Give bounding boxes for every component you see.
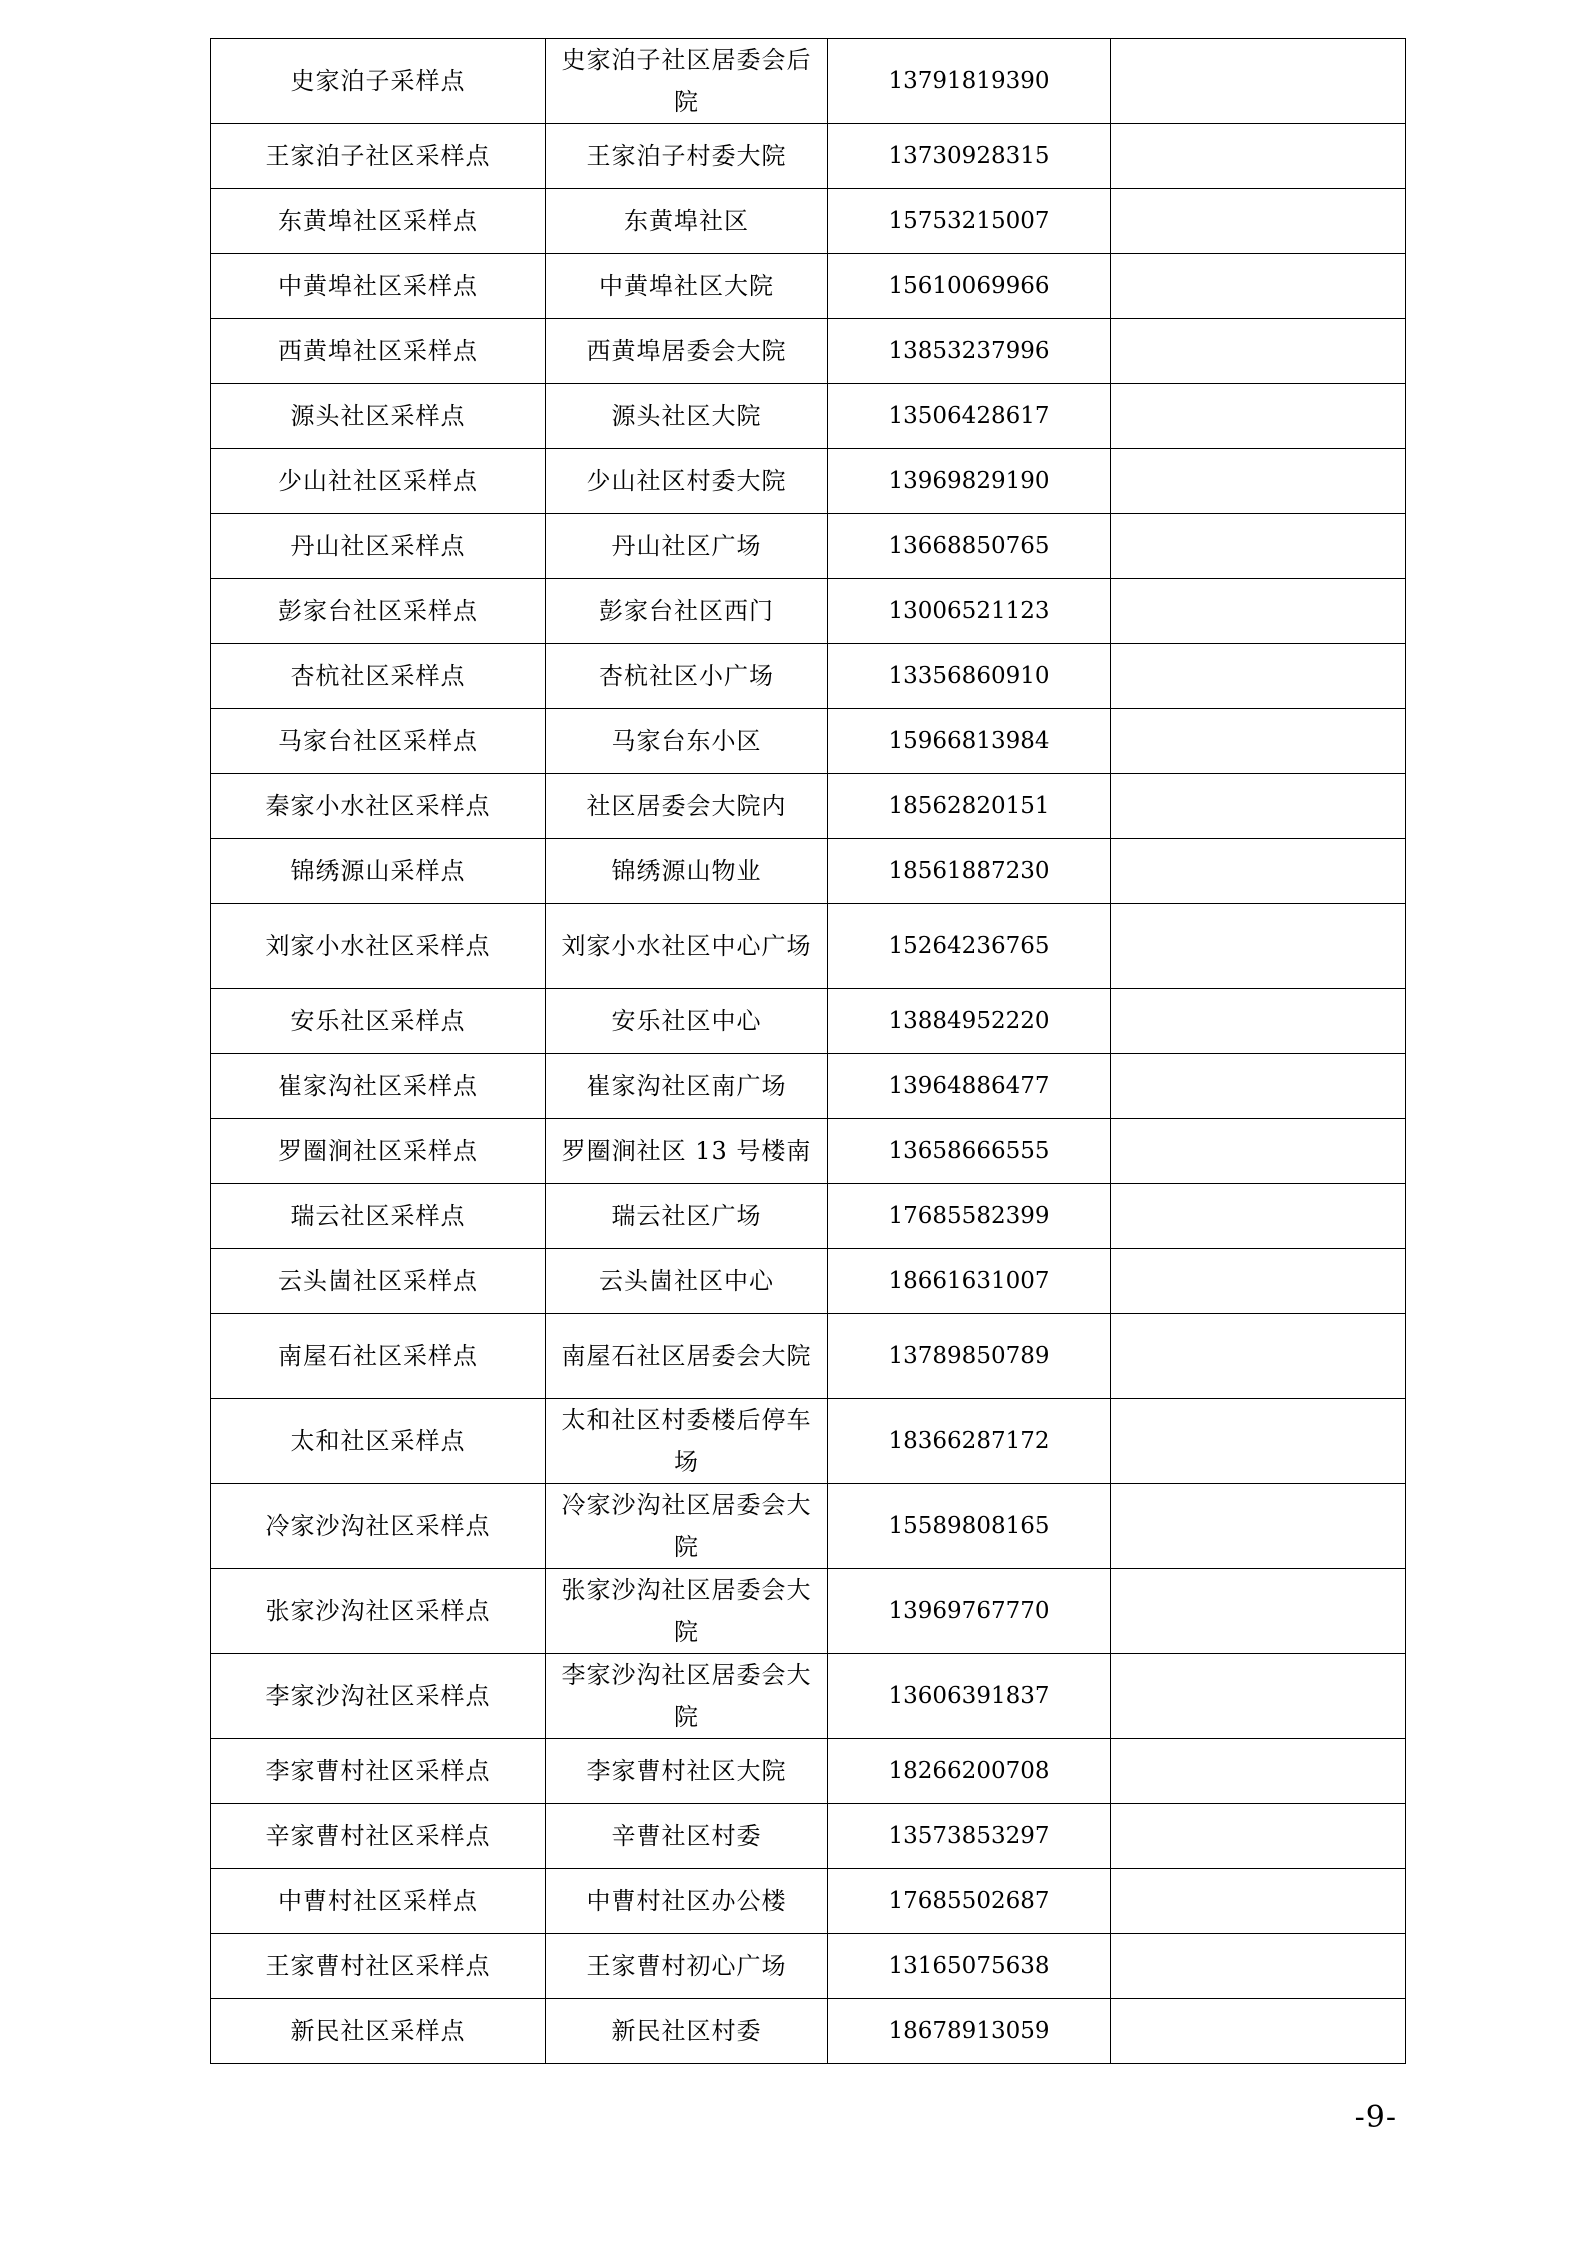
site-address-cell: 张家沙沟社区居委会大院 bbox=[546, 1569, 828, 1654]
site-note-cell bbox=[1111, 124, 1406, 189]
site-address-cell: 中黄埠社区大院 bbox=[546, 254, 828, 319]
site-phone-cell: 13668850765 bbox=[828, 514, 1111, 579]
site-address-cell: 史家泊子社区居委会后院 bbox=[546, 39, 828, 124]
table-row bbox=[211, 1184, 1406, 1249]
table-row bbox=[211, 1119, 1406, 1184]
site-note-cell bbox=[1111, 1654, 1406, 1739]
site-note-cell bbox=[1111, 1804, 1406, 1869]
table-row bbox=[211, 1314, 1406, 1399]
site-name-cell: 安乐社区采样点 bbox=[211, 989, 546, 1054]
table-row bbox=[211, 384, 1406, 449]
site-address-cell: 刘家小水社区中心广场 bbox=[546, 904, 828, 989]
site-address-cell: 崔家沟社区南广场 bbox=[546, 1054, 828, 1119]
table-row bbox=[211, 1484, 1406, 1569]
site-name-cell: 西黄埠社区采样点 bbox=[211, 319, 546, 384]
table-row bbox=[211, 1999, 1406, 2064]
site-phone-cell: 13006521123 bbox=[828, 579, 1111, 644]
table-row bbox=[211, 124, 1406, 189]
table-row bbox=[211, 1054, 1406, 1119]
site-name-cell: 崔家沟社区采样点 bbox=[211, 1054, 546, 1119]
site-phone-cell: 18678913059 bbox=[828, 1999, 1111, 2064]
site-phone-cell: 18366287172 bbox=[828, 1399, 1111, 1484]
site-name-cell: 南屋石社区采样点 bbox=[211, 1314, 546, 1399]
site-note-cell bbox=[1111, 319, 1406, 384]
site-phone-cell: 13791819390 bbox=[828, 39, 1111, 124]
site-note-cell bbox=[1111, 1399, 1406, 1484]
site-phone-cell: 13964886477 bbox=[828, 1054, 1111, 1119]
site-note-cell bbox=[1111, 1054, 1406, 1119]
table-row bbox=[211, 1399, 1406, 1484]
site-name-cell: 李家沙沟社区采样点 bbox=[211, 1654, 546, 1739]
site-address-cell: 南屋石社区居委会大院 bbox=[546, 1314, 828, 1399]
site-address-cell: 辛曹社区村委 bbox=[546, 1804, 828, 1869]
site-address-cell: 新民社区村委 bbox=[546, 1999, 828, 2064]
site-phone-cell: 13789850789 bbox=[828, 1314, 1111, 1399]
site-phone-cell: 17685502687 bbox=[828, 1869, 1111, 1934]
table-body bbox=[211, 39, 1406, 2064]
site-name-cell: 王家曹村社区采样点 bbox=[211, 1934, 546, 1999]
table-row bbox=[211, 1804, 1406, 1869]
table-row bbox=[211, 709, 1406, 774]
site-name-cell: 锦绣源山采样点 bbox=[211, 839, 546, 904]
site-note-cell bbox=[1111, 1184, 1406, 1249]
table-row bbox=[211, 1654, 1406, 1739]
site-phone-cell: 13573853297 bbox=[828, 1804, 1111, 1869]
site-name-cell: 辛家曹村社区采样点 bbox=[211, 1804, 546, 1869]
site-address-cell: 锦绣源山物业 bbox=[546, 839, 828, 904]
site-phone-cell: 15589808165 bbox=[828, 1484, 1111, 1569]
site-name-cell: 丹山社区采样点 bbox=[211, 514, 546, 579]
site-address-cell: 彭家台社区西门 bbox=[546, 579, 828, 644]
site-address-cell: 太和社区村委楼后停车场 bbox=[546, 1399, 828, 1484]
table-row bbox=[211, 1869, 1406, 1934]
table-row bbox=[211, 39, 1406, 124]
site-address-cell: 丹山社区广场 bbox=[546, 514, 828, 579]
table-row bbox=[211, 319, 1406, 384]
site-name-cell: 王家泊子社区采样点 bbox=[211, 124, 546, 189]
site-phone-cell: 13506428617 bbox=[828, 384, 1111, 449]
table-row bbox=[211, 904, 1406, 989]
site-phone-cell: 13969829190 bbox=[828, 449, 1111, 514]
site-note-cell bbox=[1111, 189, 1406, 254]
table-row bbox=[211, 254, 1406, 319]
site-note-cell bbox=[1111, 39, 1406, 124]
site-address-cell: 王家曹村初心广场 bbox=[546, 1934, 828, 1999]
site-address-cell: 社区居委会大院内 bbox=[546, 774, 828, 839]
site-address-cell: 杏杭社区小广场 bbox=[546, 644, 828, 709]
site-phone-cell: 13356860910 bbox=[828, 644, 1111, 709]
site-phone-cell: 13606391837 bbox=[828, 1654, 1111, 1739]
site-name-cell: 彭家台社区采样点 bbox=[211, 579, 546, 644]
site-phone-cell: 18266200708 bbox=[828, 1739, 1111, 1804]
table-row bbox=[211, 1569, 1406, 1654]
site-phone-cell: 13730928315 bbox=[828, 124, 1111, 189]
site-name-cell: 东黄埠社区采样点 bbox=[211, 189, 546, 254]
site-name-cell: 史家泊子采样点 bbox=[211, 39, 546, 124]
table-row bbox=[211, 1739, 1406, 1804]
site-name-cell: 冷家沙沟社区采样点 bbox=[211, 1484, 546, 1569]
site-note-cell bbox=[1111, 1934, 1406, 1999]
table-row bbox=[211, 1249, 1406, 1314]
site-note-cell bbox=[1111, 254, 1406, 319]
site-phone-cell: 18661631007 bbox=[828, 1249, 1111, 1314]
site-address-cell: 少山社区村委大院 bbox=[546, 449, 828, 514]
table-row bbox=[211, 774, 1406, 839]
site-address-cell: 王家泊子村委大院 bbox=[546, 124, 828, 189]
site-name-cell: 太和社区采样点 bbox=[211, 1399, 546, 1484]
site-name-cell: 马家台社区采样点 bbox=[211, 709, 546, 774]
site-address-cell: 中曹村社区办公楼 bbox=[546, 1869, 828, 1934]
site-note-cell bbox=[1111, 1999, 1406, 2064]
site-name-cell: 云头崮社区采样点 bbox=[211, 1249, 546, 1314]
site-name-cell: 罗圈涧社区采样点 bbox=[211, 1119, 546, 1184]
site-note-cell bbox=[1111, 644, 1406, 709]
table-row bbox=[211, 644, 1406, 709]
table-row bbox=[211, 579, 1406, 644]
site-note-cell bbox=[1111, 1119, 1406, 1184]
site-address-cell: 马家台东小区 bbox=[546, 709, 828, 774]
site-phone-cell: 13165075638 bbox=[828, 1934, 1111, 1999]
site-note-cell bbox=[1111, 514, 1406, 579]
site-note-cell bbox=[1111, 1249, 1406, 1314]
site-address-cell: 冷家沙沟社区居委会大院 bbox=[546, 1484, 828, 1569]
site-name-cell: 新民社区采样点 bbox=[211, 1999, 546, 2064]
site-phone-cell: 18562820151 bbox=[828, 774, 1111, 839]
site-name-cell: 瑞云社区采样点 bbox=[211, 1184, 546, 1249]
site-note-cell bbox=[1111, 904, 1406, 989]
site-name-cell: 刘家小水社区采样点 bbox=[211, 904, 546, 989]
site-name-cell: 杏杭社区采样点 bbox=[211, 644, 546, 709]
table-row bbox=[211, 839, 1406, 904]
site-note-cell bbox=[1111, 839, 1406, 904]
site-name-cell: 少山社社区采样点 bbox=[211, 449, 546, 514]
site-address-cell: 安乐社区中心 bbox=[546, 989, 828, 1054]
site-note-cell bbox=[1111, 579, 1406, 644]
page-number: -9- bbox=[1354, 2100, 1397, 2135]
site-address-cell: 罗圈涧社区 13 号楼南 bbox=[546, 1119, 828, 1184]
site-note-cell bbox=[1111, 1484, 1406, 1569]
site-phone-cell: 15966813984 bbox=[828, 709, 1111, 774]
site-name-cell: 秦家小水社区采样点 bbox=[211, 774, 546, 839]
site-note-cell bbox=[1111, 1739, 1406, 1804]
sampling-sites-table bbox=[210, 38, 1406, 2064]
site-name-cell: 李家曹村社区采样点 bbox=[211, 1739, 546, 1804]
site-address-cell: 云头崮社区中心 bbox=[546, 1249, 828, 1314]
site-note-cell bbox=[1111, 774, 1406, 839]
site-name-cell: 中曹村社区采样点 bbox=[211, 1869, 546, 1934]
table-row bbox=[211, 449, 1406, 514]
table-row bbox=[211, 989, 1406, 1054]
site-address-cell: 李家沙沟社区居委会大院 bbox=[546, 1654, 828, 1739]
site-phone-cell: 17685582399 bbox=[828, 1184, 1111, 1249]
site-note-cell bbox=[1111, 449, 1406, 514]
site-phone-cell: 15753215007 bbox=[828, 189, 1111, 254]
site-phone-cell: 18561887230 bbox=[828, 839, 1111, 904]
table-row bbox=[211, 189, 1406, 254]
site-name-cell: 源头社区采样点 bbox=[211, 384, 546, 449]
site-note-cell bbox=[1111, 989, 1406, 1054]
site-address-cell: 西黄埠居委会大院 bbox=[546, 319, 828, 384]
site-address-cell: 李家曹村社区大院 bbox=[546, 1739, 828, 1804]
site-name-cell: 中黄埠社区采样点 bbox=[211, 254, 546, 319]
site-address-cell: 东黄埠社区 bbox=[546, 189, 828, 254]
site-name-cell: 张家沙沟社区采样点 bbox=[211, 1569, 546, 1654]
site-note-cell bbox=[1111, 1314, 1406, 1399]
site-note-cell bbox=[1111, 1569, 1406, 1654]
site-phone-cell: 13658666555 bbox=[828, 1119, 1111, 1184]
site-phone-cell: 15264236765 bbox=[828, 904, 1111, 989]
site-note-cell bbox=[1111, 384, 1406, 449]
site-phone-cell: 13969767770 bbox=[828, 1569, 1111, 1654]
site-address-cell: 源头社区大院 bbox=[546, 384, 828, 449]
site-phone-cell: 13853237996 bbox=[828, 319, 1111, 384]
site-address-cell: 瑞云社区广场 bbox=[546, 1184, 828, 1249]
table-row bbox=[211, 514, 1406, 579]
site-note-cell bbox=[1111, 709, 1406, 774]
site-note-cell bbox=[1111, 1869, 1406, 1934]
site-phone-cell: 15610069966 bbox=[828, 254, 1111, 319]
site-phone-cell: 13884952220 bbox=[828, 989, 1111, 1054]
table-row bbox=[211, 1934, 1406, 1999]
